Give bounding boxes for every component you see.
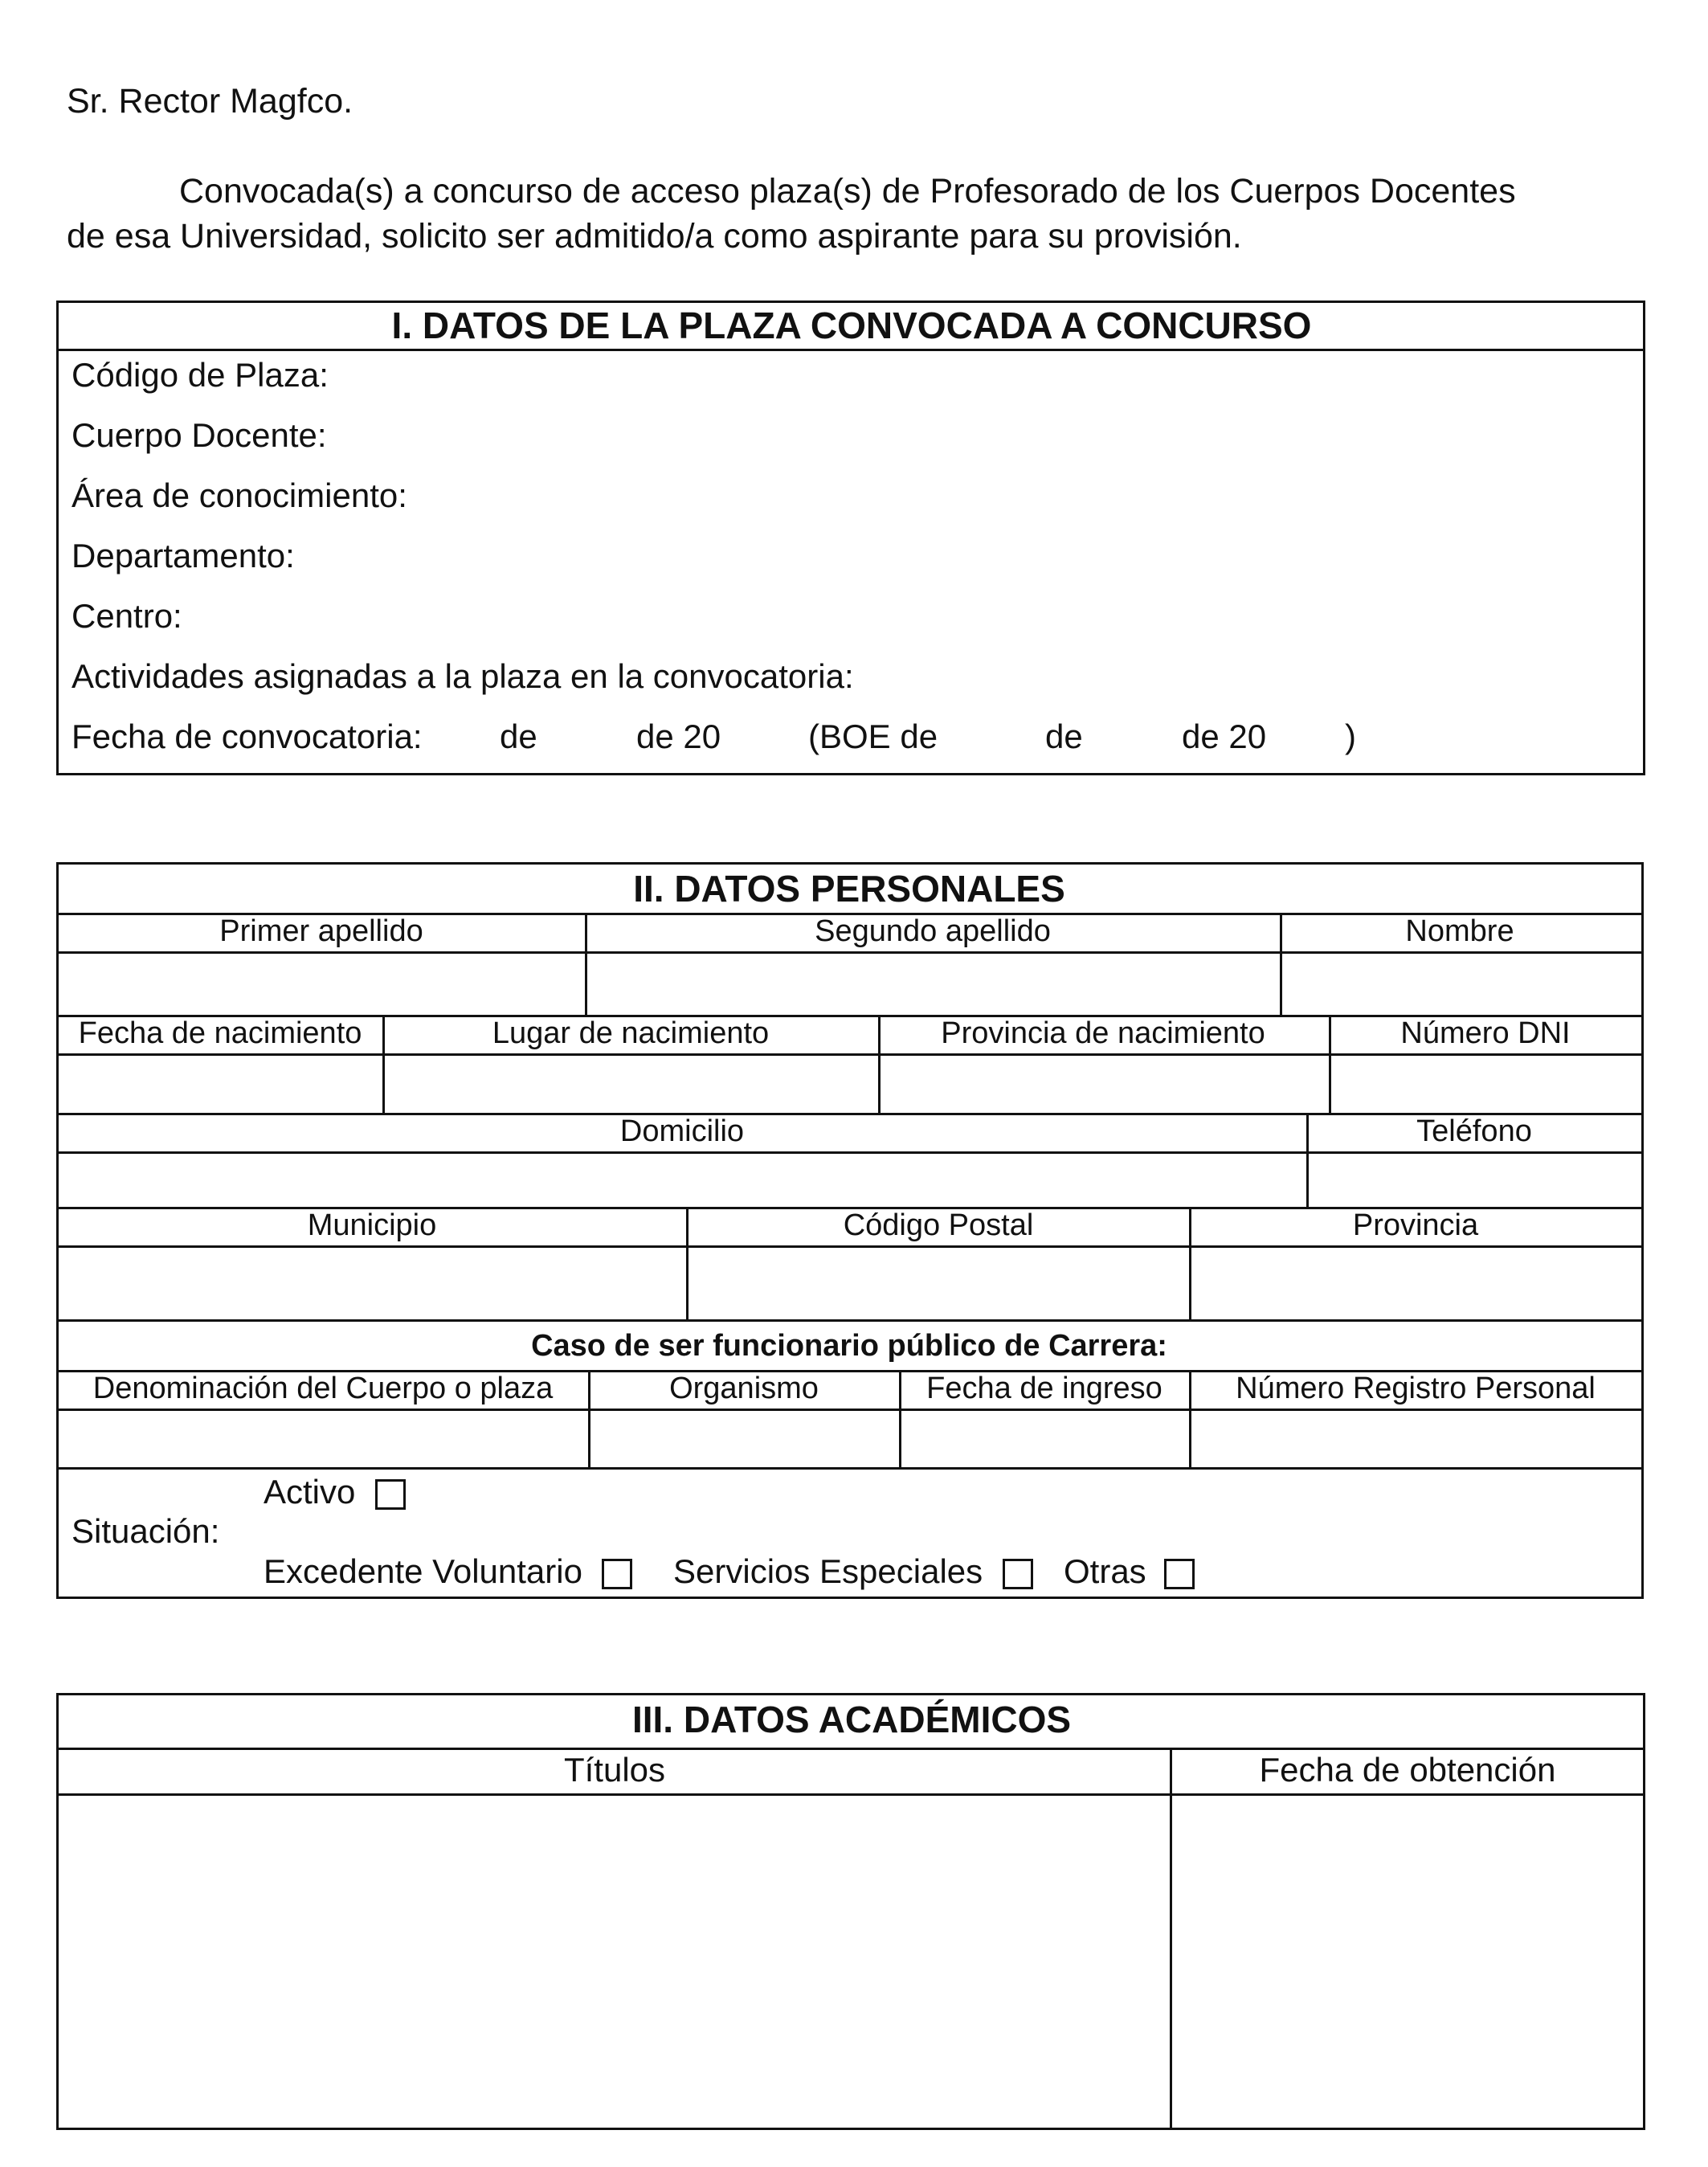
label-servicios-especiales: Servicios Especiales <box>673 1552 983 1590</box>
label-municipio: Municipio <box>307 1208 437 1242</box>
input-titulos[interactable] <box>59 1796 1168 2128</box>
input-telefono[interactable] <box>1309 1154 1642 1205</box>
input-codigo-postal[interactable] <box>689 1248 1187 1318</box>
input-nombre[interactable] <box>1282 954 1642 1013</box>
divider <box>56 1319 1644 1322</box>
label-organismo: Organismo <box>669 1372 819 1405</box>
fecha-de-1: de <box>500 718 537 755</box>
label-telefono: Teléfono <box>1416 1114 1532 1148</box>
field-departamento[interactable]: Departamento: <box>72 537 295 574</box>
divider <box>56 1467 1644 1470</box>
label-excedente-voluntario: Excedente Voluntario <box>264 1552 582 1590</box>
input-provincia-nacimiento[interactable] <box>881 1056 1327 1111</box>
input-organismo[interactable] <box>590 1411 897 1466</box>
checkbox-excedente-voluntario[interactable] <box>602 1559 632 1589</box>
funcionario-heading: Caso de ser funcionario público de Carrera: <box>531 1329 1167 1363</box>
intro-line-2: de esa Universidad, solicito ser admitido/a como aspirante para su provisión. <box>67 217 1242 256</box>
label-primer-apellido: Primer apellido <box>219 914 423 948</box>
section-academicos-title: III. DATOS ACADÉMICOS <box>631 1699 1072 1740</box>
intro-line-1: Convocada(s) a concurso de acceso plaza(s) de Profesorado de los Cuerpos Docentes <box>179 172 1516 211</box>
label-fecha-nacimiento: Fecha de nacimiento <box>78 1016 362 1050</box>
fecha-de-2: de <box>1045 718 1083 755</box>
input-provincia[interactable] <box>1191 1248 1642 1318</box>
label-segundo-apellido: Segundo apellido <box>815 914 1051 948</box>
input-denominacion-cuerpo[interactable] <box>59 1411 586 1466</box>
label-activo: Activo <box>264 1473 356 1511</box>
input-lugar-nacimiento[interactable] <box>385 1056 876 1111</box>
input-fecha-obtencion[interactable] <box>1172 1796 1643 2128</box>
label-fecha-ingreso: Fecha de ingreso <box>926 1372 1163 1405</box>
label-otras: Otras <box>1064 1552 1146 1590</box>
field-area-conocimiento[interactable]: Área de conocimiento: <box>72 476 407 514</box>
label-titulos: Títulos <box>563 1751 666 1789</box>
label-lugar-nacimiento: Lugar de nacimiento <box>492 1016 770 1050</box>
field-fecha-convocatoria[interactable]: Fecha de convocatoria: <box>72 718 423 755</box>
field-actividades[interactable]: Actividades asignadas a la plaza en la convocatoria: <box>72 657 854 695</box>
fecha-close-paren: ) <box>1345 718 1356 755</box>
section-plaza-title: I. DATOS DE LA PLAZA CONVOCADA A CONCURSO <box>391 305 1312 346</box>
fecha-boe: (BOE de <box>808 718 938 755</box>
salutation: Sr. Rector Magfco. <box>67 82 353 121</box>
input-numero-registro[interactable] <box>1191 1411 1642 1466</box>
divider <box>56 1113 1644 1115</box>
input-fecha-ingreso[interactable] <box>901 1411 1187 1466</box>
input-segundo-apellido[interactable] <box>587 954 1278 1013</box>
field-cuerpo-docente[interactable]: Cuerpo Docente: <box>72 416 327 454</box>
label-situacion: Situación: <box>72 1512 220 1550</box>
label-provincia: Provincia <box>1352 1208 1479 1242</box>
input-municipio[interactable] <box>59 1248 684 1318</box>
checkbox-servicios-especiales[interactable] <box>1003 1559 1033 1589</box>
field-codigo-plaza[interactable]: Código de Plaza: <box>72 356 329 394</box>
checkbox-activo[interactable] <box>375 1479 406 1510</box>
label-denominacion-cuerpo: Denominación del Cuerpo o plaza <box>92 1372 554 1405</box>
input-numero-dni[interactable] <box>1331 1056 1642 1111</box>
label-numero-dni: Número DNI <box>1400 1016 1571 1050</box>
label-codigo-postal: Código Postal <box>843 1208 1034 1242</box>
input-domicilio[interactable] <box>59 1154 1305 1205</box>
label-provincia-nacimiento: Provincia de nacimiento <box>941 1016 1265 1050</box>
divider <box>56 349 1645 351</box>
checkbox-otras[interactable] <box>1164 1559 1195 1589</box>
fecha-de20-1: de 20 <box>636 718 721 755</box>
field-centro[interactable]: Centro: <box>72 597 182 635</box>
divider <box>56 1748 1645 1750</box>
fecha-de20-2: de 20 <box>1182 718 1267 755</box>
intro-paragraph <box>67 169 1657 259</box>
section-personales-title: II. DATOS PERSONALES <box>633 868 1065 910</box>
input-primer-apellido[interactable] <box>59 954 583 1013</box>
label-nombre: Nombre <box>1405 914 1514 948</box>
label-fecha-obtencion: Fecha de obtención <box>1259 1751 1556 1789</box>
label-domicilio: Domicilio <box>619 1114 745 1148</box>
label-numero-registro: Número Registro Personal <box>1236 1372 1596 1405</box>
input-fecha-nacimiento[interactable] <box>59 1056 381 1111</box>
